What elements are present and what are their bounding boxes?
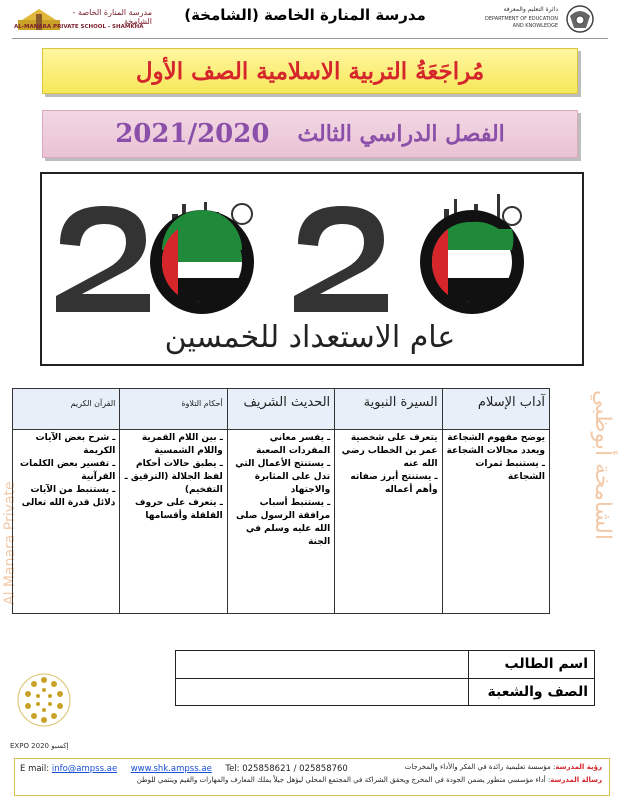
vision-text: : مؤسسة تعليمية رائدة في الفكر والأداء والمخرجات [404, 763, 556, 771]
department-name-en-2: AND KNOWLEDGE [512, 23, 558, 29]
falcon-emblem-icon [560, 4, 600, 34]
page-title: مُراجَعَةُ التربية الاسلامية الصف الأول [135, 57, 485, 85]
uae-flag-zero-left [150, 210, 254, 314]
digit-two-right [294, 206, 388, 312]
header-seerah: السيرة النبوية [335, 389, 442, 430]
department-name-en-1: DEPARTMENT OF EDUCATION [485, 16, 558, 22]
academic-year: 2021/2020 [115, 119, 270, 149]
school-name-en: AL-MANARA PRIVATE SCHOOL - SHAMKHA [14, 24, 144, 30]
header-manners: آداب الإسلام [442, 389, 549, 430]
header-quran: القرآن الكريم [13, 389, 120, 430]
title-banner [42, 48, 578, 94]
school-vision [330, 763, 602, 771]
class-section-field[interactable] [176, 678, 469, 706]
class-section-label: الصف والشعبة [469, 678, 595, 706]
uae-flag-zero-right [420, 210, 524, 314]
email-link[interactable]: info@ampss.ae [51, 764, 118, 774]
contact-info [20, 764, 360, 774]
website-link[interactable]: www.shk.ampss.ae [130, 764, 212, 774]
mission-text: : أداء مؤسسي متطور يضمن الجودة في المخرج ويحقق الشراكة في المجتمع المحلي ليؤهل جيلاً يملك المعارف والمهارات والقيم وينتمي للوطن [136, 776, 551, 784]
school-title: مدرسة المنارة الخاصة (الشامخة) [184, 6, 426, 24]
cell-hadith: ـ يفسر معاني المفردات الصعبة ـ يستنتج الأعمال التي تدل على المثابرة والاجتهاد ـ يستنبط أسباب مرافقة الرسول صلى الله عليه وسلم في الجنة [227, 430, 334, 614]
cell-manners: يوضح مفهوم الشجاعة ويعدد مجالات الشجاعة ـ يستنبط ثمرات الشجاعة [442, 430, 549, 614]
review-topics-table [12, 388, 550, 614]
digit-two-left [56, 206, 150, 312]
school-watermark-right [570, 380, 615, 610]
cell-tajweed: ـ بين اللام القمرية واللام الشمسية ـ يطبق حالات أحكام لفظ الجلالة (الترقيق ـ التفخيم) ـ يتعرف على حروف القلقلة وأقسامها [120, 430, 227, 614]
header-hadith: الحديث الشريف [227, 389, 334, 430]
table-row [13, 430, 550, 614]
student-name-field[interactable] [176, 651, 469, 679]
telephone: Tel: 025858621 / 025858760 [225, 764, 348, 774]
header-tajweed: أحكام التلاوة [120, 389, 227, 430]
watermark-right-text: الشامخة أبوظبي [590, 390, 615, 541]
watermark-left-text: Al Manara Private [2, 481, 18, 605]
student-info-box [175, 650, 595, 706]
cell-quran: ـ شرح بعض الآيات الكريمة ـ تفسير بعض الكلمات القرآنية ـ يستنبط من الآيات دلائل قدرة الله تعالى [13, 430, 120, 614]
department-name-ar: دائرة التعليم والمعرفة [503, 6, 558, 13]
table-header-row [13, 389, 550, 430]
semester-banner [42, 110, 578, 158]
poster-caption: عام الاستعداد للخمسين [164, 320, 456, 355]
expo-label: EXPO 2020 إكسبو [10, 742, 69, 750]
poster-2020-graphic [42, 174, 582, 324]
semester-label: الفصل الدراسي الثالث [297, 121, 505, 147]
header-divider [12, 38, 608, 39]
vision-label: رؤية المدرسة [555, 763, 602, 771]
cell-seerah: يتعرف على شخصية عمر بن الخطاب رضي الله عنه ـ يستنتج أبرز صفاته وأهم أعماله [335, 430, 442, 614]
school-name-ar: مدرسة المنارة الخاصة - الشامخة [72, 8, 152, 26]
student-name-label: اسم الطالب [469, 651, 595, 679]
expo-2020-logo [14, 660, 74, 752]
school-mission [136, 776, 602, 784]
student-info-table [175, 650, 595, 706]
mission-label: رسالة المدرسة [550, 776, 602, 784]
email-label: E mail: [20, 764, 50, 774]
